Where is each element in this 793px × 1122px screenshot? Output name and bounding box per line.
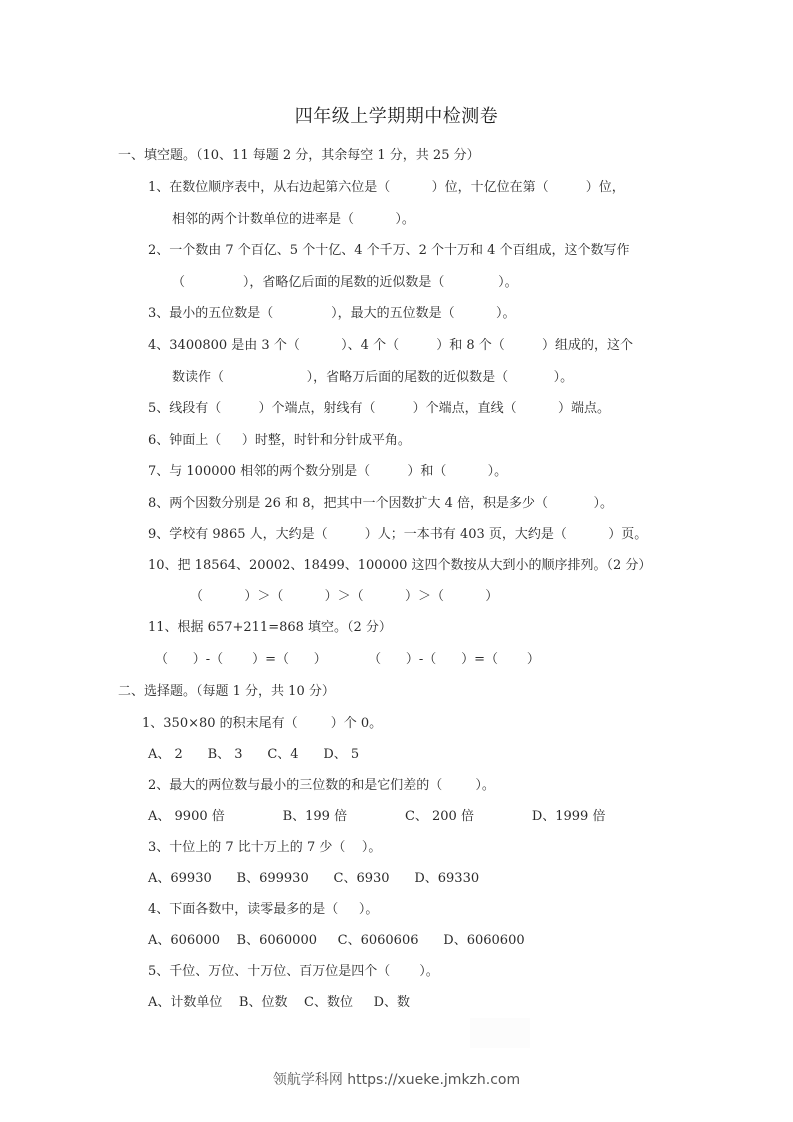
question-1-1: 1、在数位顺序表中，从右边起第六位是（ ）位，十亿位在第（ ）位， [148,180,625,195]
section-2-heading: 二、选择题。（每题 1 分，共 10 分） [118,684,335,699]
question-2-4-options: A、606000 B、6060000 C、6060606 D、6060600 [148,933,525,948]
question-2-2: 2、最大的两位数与最小的三位数的和是它们差的（ ）。 [148,778,495,793]
question-1-11-answer-blanks: （ ）-（ ）=（ ） （ ）-（ ）=（ ） [155,652,540,667]
question-1-7: 7、与 100000 相邻的两个数分别是（ ）和（ ）。 [148,464,508,479]
question-2-3: 3、十位上的 7 比十万上的 7 少（ ）。 [148,840,382,855]
exam-title: 四年级上学期期中检测卷 [294,106,499,127]
question-1-11: 11、根据 657+211=868 填空。（2 分） [148,620,392,635]
question-1-3: 3、最小的五位数是（ ），最大的五位数是（ ）。 [148,306,516,321]
question-1-4-cont: 数读作（ ），省略万后面的尾数的近似数是（ ）。 [172,370,574,385]
question-2-1-options: A、 2 B、 3 C、4 D、 5 [148,747,360,762]
question-1-1-cont: 相邻的两个计数单位的进率是（ ）。 [172,212,415,227]
question-2-1: 1、350×80 的积末尾有（ ）个 0。 [142,716,383,731]
question-1-5: 5、线段有（ ）个端点，射线有（ ）个端点，直线（ ）端点。 [148,401,610,416]
footer-watermark: 领航学科网 https://xueke.jmkzh.com [272,1072,521,1088]
question-1-10: 10、把 18564、20002、18499、100000 这四个数按从大到小的顺序排列。（2 分） [148,558,652,573]
question-1-9: 9、学校有 9865 人，大约是（ ）人；一本书有 403 页，大约是（ ）页。 [148,527,648,542]
section-1-heading: 一、填空题。（10、11 每题 2 分，其余每空 1 分，共 25 分） [118,148,480,163]
scan-artifact [470,1018,530,1048]
question-1-8: 8、两个因数分别是 26 和 8，把其中一个因数扩大 4 倍，积是多少（ ）。 [148,496,613,511]
question-2-2-options: A、 9900 倍 B、199 倍 C、 200 倍 D、1999 倍 [148,809,606,824]
question-1-10-answer-blanks: （ ）＞（ ）＞（ ）＞（ ） [190,589,499,604]
question-1-6: 6、钟面上（ ）时整，时针和分针成平角。 [148,433,411,448]
question-1-4: 4、3400800 是由 3 个（ ）、4 个（ ）和 8 个（ ）组成的，这个 [148,338,633,353]
question-2-3-options: A、69930 B、699930 C、6930 D、69330 [148,871,480,886]
question-2-4: 4、下面各数中，读零最多的是（ ）。 [148,902,379,917]
question-2-5-options: A、计数单位 B、位数 C、数位 D、数 [148,995,411,1010]
question-2-5: 5、千位、万位、十万位、百万位是四个（ ）。 [148,964,439,979]
question-1-2-cont: （ ），省略亿后面的尾数的近似数是（ ）。 [172,275,518,290]
question-1-2: 2、一个数由 7 个百亿、5 个十亿、4 个千万、2 个十万和 4 个百组成，这个数写作 [148,243,630,258]
